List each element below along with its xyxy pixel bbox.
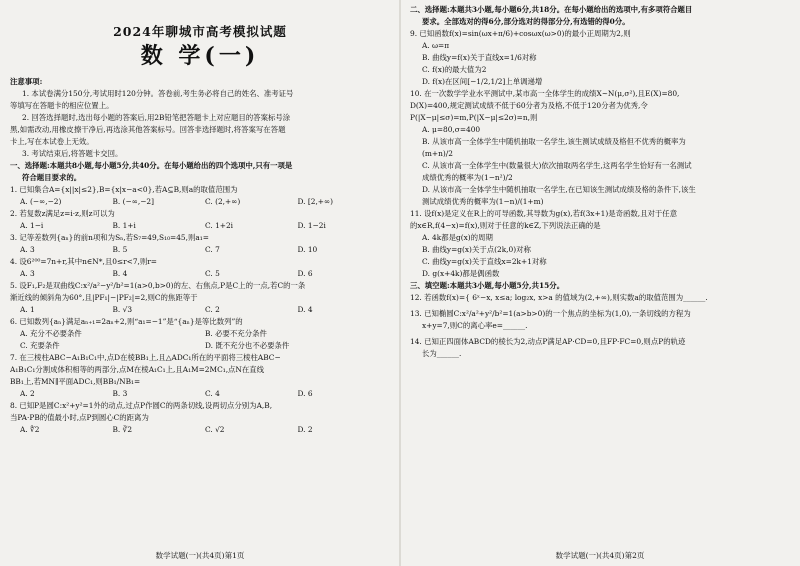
page-footer: 数学试题(一)(共4页)第1页 (155, 551, 245, 560)
answer-option: D. g(x+4k)都是偶函数 (422, 269, 500, 278)
section-header-line: 二、选择题:本题共3小题,每小题6分,共18分。在每小题给出的选项中,有多项符合题目 (410, 5, 693, 14)
answer-option: B. 从该市高一全体学生中随机抽取一名学生,该生测试成绩及格但不优秀的概率为 (422, 137, 686, 146)
question-stem: A₁B₁C₁分割成体积相等的两部分,点M在棱A₁C₁上,且A₁M=2MC₁,点N在直线 (10, 365, 265, 374)
section-2-header (410, 4, 790, 28)
answer-option: D. 4 (297, 305, 313, 314)
question-11 (410, 208, 790, 280)
answer-option: C. 4 (205, 389, 220, 398)
question-stem: 长为______. (422, 349, 462, 358)
option-row (10, 328, 390, 340)
section-3-header: 三、填空题:本题共3小题,每小题5分,共15分。 (410, 281, 565, 290)
answer-option: 成绩优秀的概率为(1−n²)/2 (422, 173, 513, 182)
question-14 (410, 336, 790, 360)
answer-option: D. 1−2i (297, 221, 326, 230)
option-row (10, 244, 390, 256)
answer-option: B. √3 (112, 305, 133, 314)
answer-option: C. 曲线y=g(x)关于直线x=2k+1对称 (422, 257, 547, 266)
question-9 (410, 28, 790, 88)
question-stem: 5. 设F₁,F₂是双曲线C:x²/a²−y²/b²=1(a>0,b>0)的左、右焦点,P是C上的一点,若C的一条 (10, 281, 306, 290)
answer-option: C. 5 (205, 269, 220, 278)
answer-option: B. 曲线y=f(x)关于直线x=1/6对称 (422, 53, 537, 62)
answer-option: B. 必要不充分条件 (205, 329, 267, 338)
answer-option: C. 从该市高一全体学生中(数量很大)依次抽取两名学生,这两名学生恰好有一名测试 (422, 161, 692, 170)
question-stem: 9. 已知函数f(x)=sin(ωx+π/6)+cosωx(ω>0)的最小正周期为2,则 (410, 29, 631, 38)
question-stem: 的x∈R,f(4−x)=f(x),则对于任意的k∈Z,下列说法正确的是 (410, 221, 601, 230)
choice-questions (10, 184, 390, 436)
question-stem: 7. 在三棱柱ABC−A₁B₁C₁中,点D在棱BB₁上,且△ADC₁所在的平面将三棱柱ABC− (10, 353, 281, 362)
answer-option: B. 5 (112, 245, 128, 254)
answer-option: A. 充分不必要条件 (20, 329, 82, 338)
answer-option: D. 从该市高一全体学生中随机抽取一名学生,在已知该生测试成绩及格的条件下,该生 (422, 185, 696, 194)
question-stem: 10. 在一次数学学业水平测试中,某市高一全体学生的成绩X~N(μ,σ²),且E(X)=80, (410, 89, 680, 98)
option-row (10, 388, 390, 400)
option-row (10, 424, 390, 436)
answer-option: A. 3 (20, 245, 35, 254)
question-stem: BB₁上,若MN∥平面ADC₁,则BB₁/NB₁= (10, 377, 141, 386)
answer-option: B. 3 (112, 389, 128, 398)
notice-line: 卡上,写在本试卷上无效。 (10, 137, 94, 146)
question-stem: 12. 若函数f(x)={ 6ˣ−x, x≤a; log₂x, x>a 的值域为(2,+∞),则实数a的取值范围为______. (410, 293, 708, 302)
question-stem: P(|X−μ|≤σ)=m,P(|X−μ|≤2σ)=n,则 (410, 113, 538, 122)
answer-option: D. 既不充分也不必要条件 (205, 341, 290, 350)
question-10 (410, 88, 790, 208)
answer-option: C. f(x)的最大值为2 (422, 65, 487, 74)
notice-line: 黑,如需改动,用橡皮擦干净后,再选涂其他答案标号。回答非选择题时,将答案写在答题 (10, 125, 286, 134)
question-12 (410, 292, 790, 304)
question-stem: 3. 记等差数列{aₙ}的前n项和为Sₙ,若S₇=49,S₁₀=45,则a₁= (10, 233, 209, 242)
exam-page-2 (400, 0, 800, 566)
answer-option: C. (2,+∞) (205, 197, 241, 206)
answer-option: C. √2 (205, 425, 225, 434)
section-header-line: 符合题目要求的。 (22, 173, 82, 182)
section-header-line: 要求。全部选对的得6分,部分选对的得部分分,有选错的得0分。 (422, 17, 630, 26)
answer-option: D. [2,+∞) (297, 197, 334, 206)
question-stem: 6. 已知数列{aₙ}满足aₙ₊₁=2aₙ+2,则“a₁=−1”是“{aₙ}是等比数列”的 (10, 317, 243, 326)
exam-title: 2024年聊城市高考模拟试题 (113, 24, 287, 39)
notice-line: 1. 本试卷满分150分,考试用时120分钟。答卷前,考生务必将自己的姓名、准考证号 (22, 89, 294, 98)
notice-section (10, 76, 390, 160)
answer-option: B. 1+i (112, 221, 136, 230)
option-row (10, 268, 390, 280)
question-13 (410, 308, 790, 332)
answer-option: B. 4 (112, 269, 128, 278)
question-stem: x+y=7,则C的离心率e=______. (422, 321, 528, 330)
answer-option: B. 曲线y=g(x)关于点(2k,0)对称 (422, 245, 531, 254)
answer-option: A. μ=80,σ=400 (422, 125, 481, 134)
answer-option: C. 充要条件 (20, 341, 60, 350)
notice-line: 注意事项: (10, 77, 43, 86)
answer-option: C. 7 (205, 245, 220, 254)
question-stem: 14. 已知正四面体ABCD的棱长为2,动点P满足AP·CD=0,且FP·FC=0,则点P的轨迹 (410, 337, 686, 346)
question-stem: 2. 若复数z满足z=i·z,则z可以为 (10, 209, 115, 218)
question-stem: 8. 已知P是圆C:x²+y²=1外的动点,过点P作圆C的两条切线,设两切点分别为A,B, (10, 401, 273, 410)
answer-option: (m+n)/2 (422, 149, 453, 158)
answer-option: A. 4k都是g(x)的周期 (422, 233, 493, 242)
answer-option: 测试成绩优秀的概率为(1−n)/(1+m) (422, 197, 544, 206)
option-row (10, 304, 390, 316)
answer-option: D. 6 (297, 269, 313, 278)
question-stem: 11. 设f(x)是定义在R上的可导函数,其导数为g(x),若f(3x+1)是奇函数,且对于任意 (410, 209, 678, 218)
page-footer: 数学试题(一)(共4页)第2页 (555, 551, 645, 560)
notice-line: 等填写在答题卡的相应位置上。 (10, 101, 114, 110)
question-stem: 13. 已知椭圆C:x²/a²+y²/b²=1(a>b>0)的一个焦点的坐标为(1,0),一条切线的方程为 (410, 309, 691, 318)
answer-option: B. (−∞,−2] (112, 197, 154, 206)
answer-option: D. 2 (297, 425, 313, 434)
answer-option: C. 2 (205, 305, 220, 314)
option-row (10, 220, 390, 232)
notice-line: 2. 回答选择题时,选出每小题的答案后,用2B铅笔把答题卡上对应题目的答案标号涂 (22, 113, 291, 122)
answer-option: A. 3 (20, 269, 35, 278)
answer-option: D. 6 (297, 389, 313, 398)
question-stem: 渐近线的倾斜角为60°,且|PF₁|−|PF₂|=2,则C的焦距等于 (10, 293, 198, 302)
section-header-line: 一、选择题:本题共8小题,每小题5分,共40分。在每小题给出的四个选项中,只有一项是 (10, 161, 293, 170)
option-row (10, 196, 390, 208)
answer-option: B. ∛2 (112, 425, 133, 434)
exam-subject: 数 学(一) (140, 43, 260, 69)
question-stem: D(X)=400,规定测试成绩不低于60分者为及格,不低于120分者为优秀,令 (410, 101, 648, 110)
answer-option: A. 1−i (20, 221, 44, 230)
section-1-header (10, 160, 390, 184)
answer-option: D. f(x)在区间[−1/2,1/2]上单调递增 (422, 77, 543, 86)
question-stem: 当PA·PB的值最小时,点P到圆心C的距离为 (10, 413, 149, 422)
answer-option: D. 10 (297, 245, 318, 254)
question-stem: 1. 已知集合A={x||x|≤2},B={x|x−a<0},若A⊆B,则a的取值范围为 (10, 185, 238, 194)
answer-option: A. (−∞,−2) (20, 197, 62, 206)
question-stem: 4. 设6²⁰⁰=7n+r,其中n∈N*,且0≤r<7,则r= (10, 257, 158, 266)
answer-option: A. 1 (20, 305, 35, 314)
option-row (10, 340, 390, 352)
answer-option: C. 1+2i (205, 221, 234, 230)
answer-option: A. 2 (20, 389, 35, 398)
notice-line: 3. 考试结束后,将答题卡交回。 (22, 149, 123, 158)
answer-option: A. ∜2 (20, 425, 40, 434)
answer-option: A. ω=π (422, 41, 450, 50)
